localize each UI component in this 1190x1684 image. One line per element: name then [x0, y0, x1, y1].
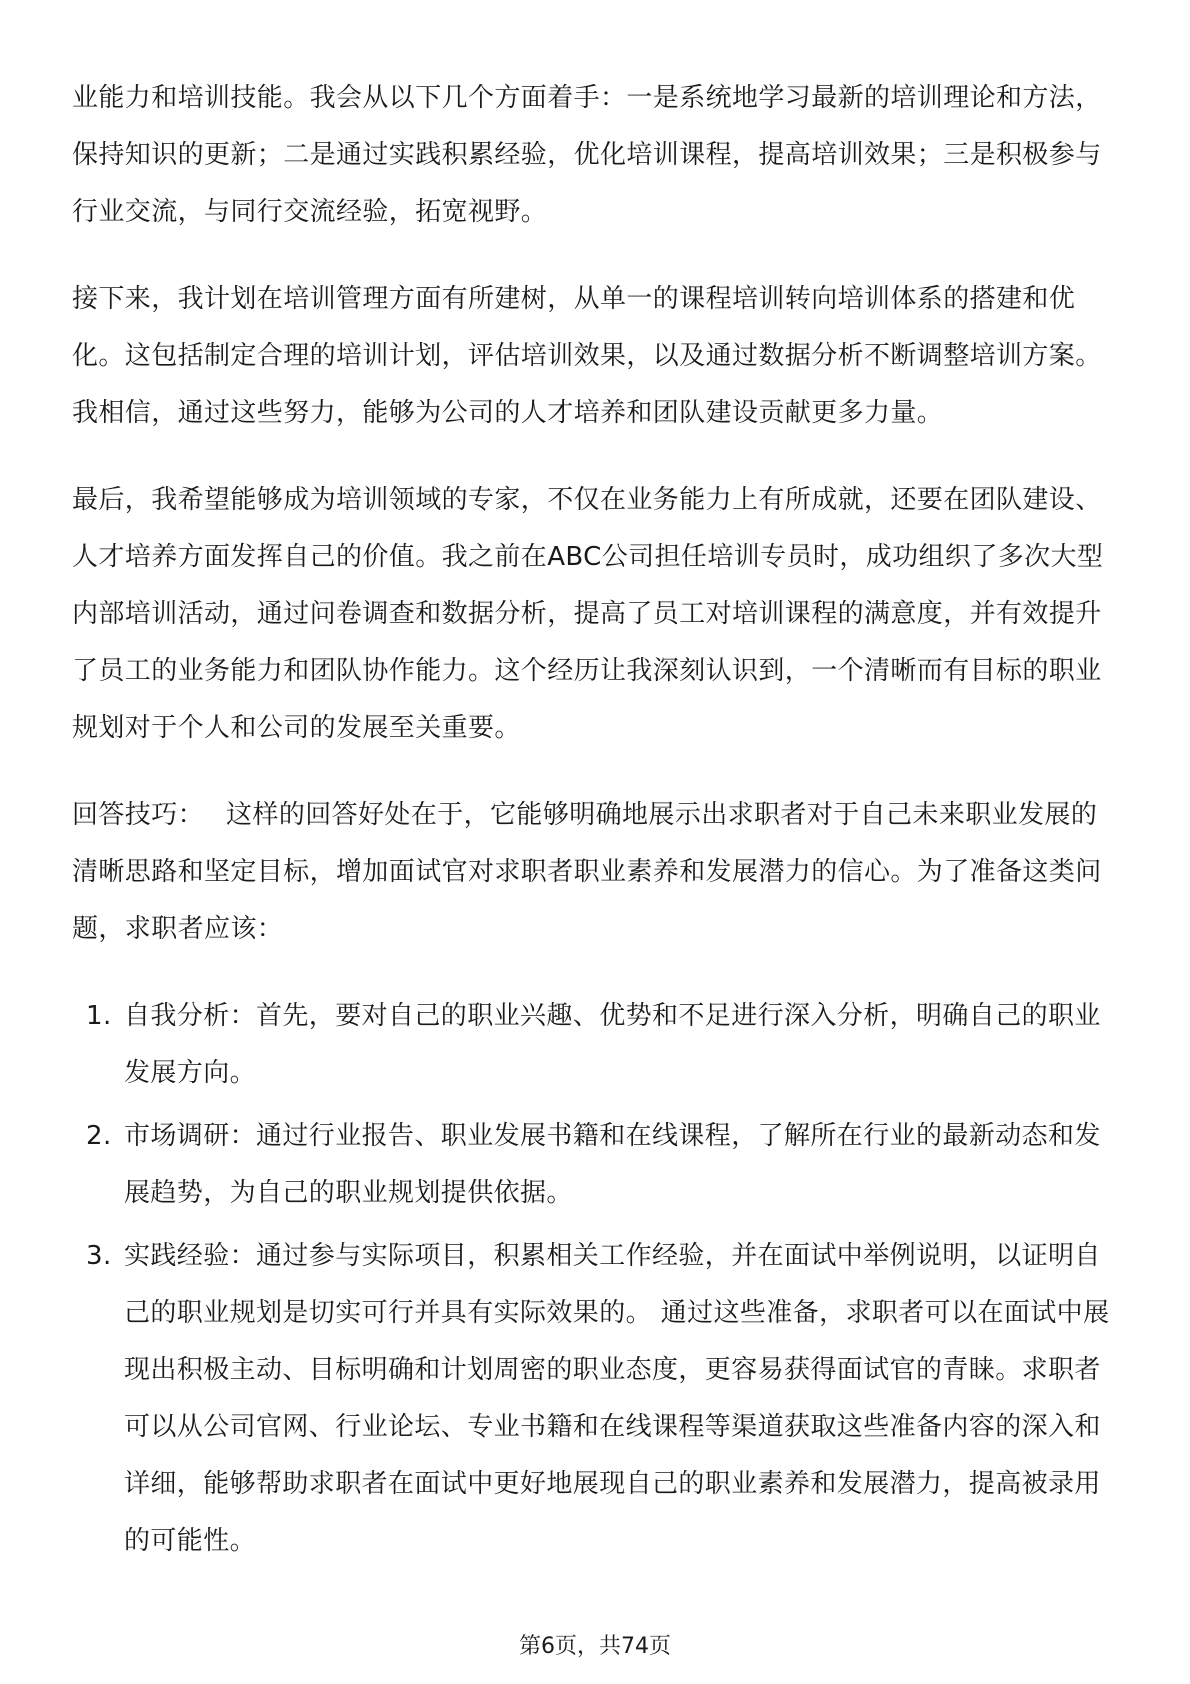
list-item-text: 市场调研：通过行业报告、职业发展书籍和在线课程，了解所在行业的最新动态和发展趋势，为自己的职业规划提供依据。	[124, 1121, 1101, 1208]
document-body	[72, 70, 1122, 1576]
paragraph-1: 业能力和培训技能。我会从以下几个方面着手：一是系统地学习最新的培训理论和方法，保持知识的更新；二是通过实践积累经验，优化培训课程，提高培训效果；三是积极参与行业交流，与同行交流经验，拓宽视野。	[72, 83, 1102, 227]
list-item-number: 2.	[86, 1121, 112, 1151]
paragraph-3: 最后，我希望能够成为培训领域的专家，不仅在业务能力上有所成就，还要在团队建设、人才培养方面发挥自己的价值。我之前在ABC公司担任培训专员时，成功组织了多次大型内部培训活动，通过问卷调查和数据分析，提高了员工对培训课程的满意度，并有效提升了员工的业务能力和团队协作能力。这个经历让我深刻认识到，一个清晰而有目标的职业规划对于个人和公司的发展至关重要。	[72, 485, 1104, 743]
list-item	[72, 988, 1122, 1102]
list-item-text: 实践经验：通过参与实际项目，积累相关工作经验，并在面试中举例说明，以证明自己的职业规划是切实可行并具有实际效果的。 通过这些准备，求职者可以在面试中展现出积极主动、目标明确和计划周密的职业态度，更容易获得面试官的青睐。求职者可以从公司官网、行业论坛、专业书籍和在线课程等渠道获取这些准备内容的深入和详细，能够帮助求职者在面试中更好地展现自己的职业素养和发展潜力，提高被录用的可能性。	[124, 1241, 1110, 1556]
list-item	[72, 1108, 1122, 1222]
list-item-number: 1.	[86, 1001, 112, 1031]
paragraph-2: 接下来，我计划在培训管理方面有所建树，从单一的课程培训转向培训体系的搭建和优化。这包括制定合理的培训计划，评估培训效果，以及通过数据分析不断调整培训方案。我相信，通过这些努力，能够为公司的人才培养和团队建设贡献更多力量。	[72, 284, 1102, 428]
answer-tips-text: 这样的回答好处在于，它能够明确地展示出求职者对于自己未来职业发展的清晰思路和坚定目标，增加面试官对求职者职业素养和发展潜力的信心。为了准备这类问题，求职者应该：	[72, 800, 1102, 944]
answer-tips-label: 回答技巧：	[72, 800, 205, 830]
list-item-text: 自我分析：首先，要对自己的职业兴趣、优势和不足进行深入分析，明确自己的职业发展方向。	[124, 1001, 1101, 1088]
answer-tips-paragraph	[72, 787, 1122, 958]
page-number-footer: 第6页，共74页	[519, 1634, 671, 1659]
list-item-number: 3.	[86, 1241, 112, 1271]
list-item	[72, 1228, 1122, 1570]
tips-list	[72, 988, 1122, 1570]
